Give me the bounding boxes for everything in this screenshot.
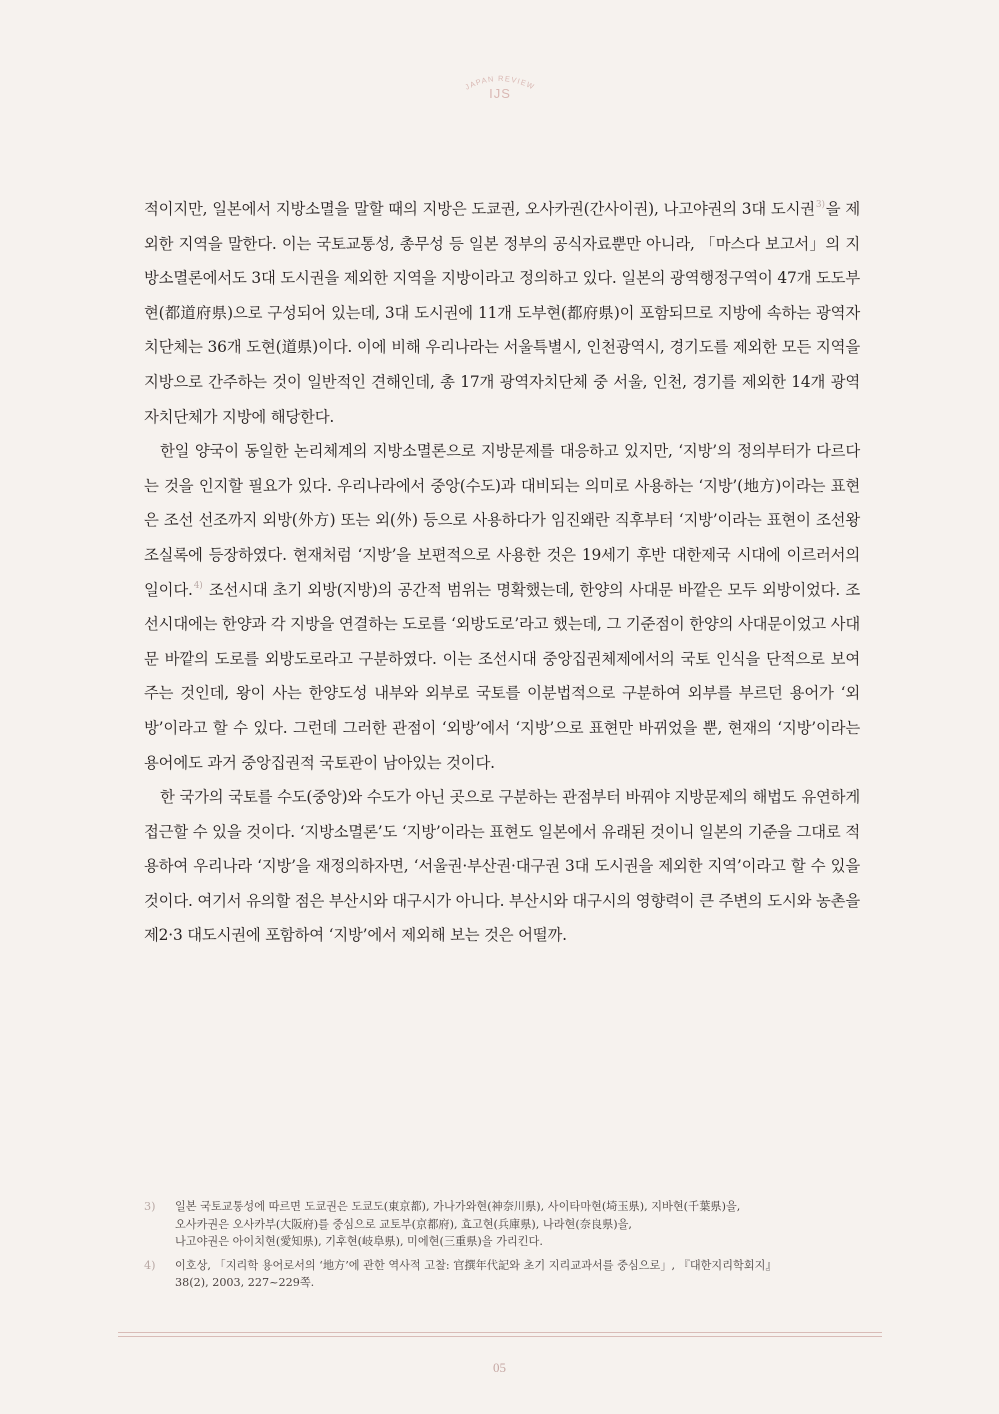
footnote-line: 일본 국토교통성에 따르면 도쿄권은 도쿄도(東京都), 가나가와현(神奈川県), 사이타마현(埼玉県), 지바현(千葉県)을, xyxy=(175,1200,741,1213)
footnote-number: 4) xyxy=(144,1258,156,1272)
footnote-line: 오사카권은 오사카부(大阪府)를 중심으로 교토부(京都府), 효고현(兵庫県), 나라현(奈良県)을, xyxy=(175,1217,632,1231)
footnote-body xyxy=(175,1257,860,1292)
footnote-line: 이호상, 「지리학 용어로서의 ‘地方’에 관한 역사적 고찰: 官撰年代記와 초기 지리교과서를 중심으로」, 『대한지리학회지』 xyxy=(175,1258,777,1272)
footnote-4 xyxy=(144,1257,860,1292)
paragraph-1-text-a: 적이지만, 일본에서 지방소멸을 말할 때의 지방은 도쿄권, 오사카권(간사이권), 나고야권의 3대 도시권 xyxy=(144,200,815,218)
paragraph-2-text-a: 한일 양국이 동일한 논리체계의 지방소멸론으로 지방문제를 대응하고 있지만, ‘지방’의 정의부터가 다르다는 것을 인지할 필요가 있다. 우리나라에서 중앙(수도)과 대비되는 의미로 사용하는 ‘지방’(地方)이라는 표현은 조선 선조까지 외방(外方) 또는 외(外) 등으로 사용하다가 임진왜란 직후부터 ‘지방’이라는 표현이 조선왕조실록에 등장하였다. 현재처럼 ‘지방’을 보편적으로 사용한 것은 19세기 후반 대한제국 시대에 이르러서의 일이다. xyxy=(144,442,860,599)
footnote-3 xyxy=(144,1198,860,1251)
footnote-line: 나고야권은 아이치현(愛知県), 기후현(岐阜県), 미에현(三重県)을 가리킨다. xyxy=(175,1235,543,1249)
footer-divider-top xyxy=(118,1332,882,1333)
paragraph-2-text-b: 조선시대 초기 외방(지방)의 공간적 범위는 명확했는데, 한양의 사대문 바깥은 모두 외방이었다. 조선시대에는 한양과 각 지방을 연결하는 도로를 ‘외방도로’라고 했는데, 그 기준점이 한양의 사대문이었고 사대문 바깥의 도로를 외방도로라고 구분하였다. 이는 조선시대 중앙집권체제에서의 국토 인식을 단적으로 보여주는 것인데, 왕이 사는 한양도성 내부와 외부로 국토를 이분법적으로 구분하여 외부를 부르던 용어가 ‘외방’이라고 할 수 있다. 그런데 그러한 관점이 ‘외방’에서 ‘지방’으로 표현만 바뀌었을 뿐, 현재의 ‘지방’이라는 용어에도 과거 중앙집권적 국토관이 남아있는 것이다. xyxy=(144,580,860,772)
paragraph-2 xyxy=(144,434,860,780)
logo-arc-text: JAPAN REVIEW xyxy=(463,73,537,92)
logo-text: IJS xyxy=(489,86,511,101)
footnote-ref-3[interactable]: 3) xyxy=(815,200,825,210)
footnote-body xyxy=(175,1198,860,1251)
footnote-ref-4[interactable]: 4) xyxy=(193,580,203,591)
paragraph-1-text-b: 을 제외한 지역을 말한다. 이는 국토교통성, 총무성 등 일본 정부의 공식자료뿐만 아니라, 「마스다 보고서」의 지방소멸론에서도 3대 도시권을 제외한 지역을 지방이라고 정의하고 있다. 일본의 광역행정구역이 47개 도도부현(都道府県)으로 구성되어 있는데, 3대 도시권에 11개 도부현(都府県)이 포함되므로 지방에 속하는 광역자치단체는 36개 도현(道県)이다. 이에 비해 우리나라는 서울특별시, 인천광역시, 경기도를 제외한 모든 지역을 지방으로 간주하는 것이 일반적인 견해인데, 총 17개 광역자치단체 중 서울, 인천, 경기를 제외한 14개 광역자치단체가 지방에 해당한다. xyxy=(144,200,860,426)
journal-logo xyxy=(440,62,560,122)
footnote-number: 3) xyxy=(144,1200,156,1213)
paragraph-1 xyxy=(144,192,860,434)
article-body xyxy=(144,192,860,953)
footnote-line: 38(2), 2003, 227~229쪽. xyxy=(175,1276,315,1290)
footer-divider-bottom xyxy=(118,1336,882,1337)
page-number: 05 xyxy=(493,1360,506,1375)
footnotes xyxy=(144,1198,860,1298)
paragraph-3: 한 국가의 국토를 수도(중앙)와 수도가 아닌 곳으로 구분하는 관점부터 바꿔야 지방문제의 해법도 유연하게 접근할 수 있을 것이다. ‘지방소멸론’도 ‘지방’이라는 표현도 일본에서 유래된 것이니 일본의 기준을 그대로 적용하여 우리나라 ‘지방’을 재정의하자면, ‘서울권·부산권·대구권 3대 도시권을 제외한 지역’이라고 할 수 있을 것이다. 여기서 유의할 점은 부산시와 대구시가 아니다. 부산시와 대구시의 영향력이 큰 주변의 도시와 농촌을 제2·3 대도시권에 포함하여 ‘지방’에서 제외해 보는 것은 어떨까. xyxy=(144,788,860,945)
